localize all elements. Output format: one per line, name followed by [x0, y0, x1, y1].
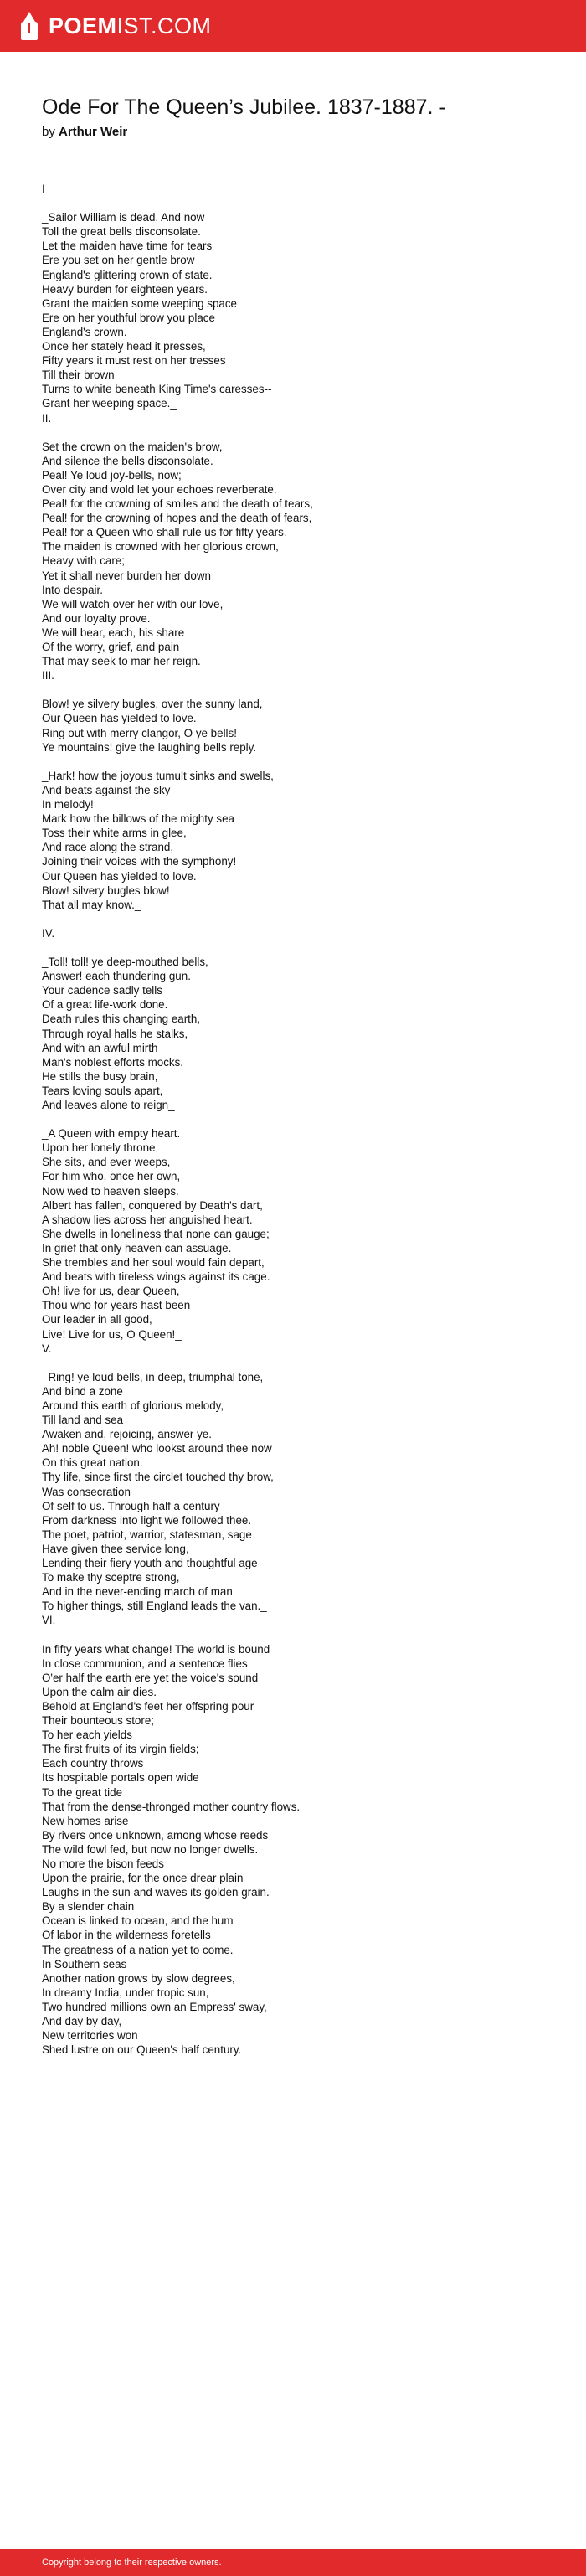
byline	[42, 124, 127, 141]
poem-line: For him who, once her own,	[42, 1170, 181, 1183]
poem-line: Once her stately head it presses,	[42, 340, 206, 353]
by-label: by	[42, 125, 59, 139]
poem-line: Heavy with care;	[42, 554, 125, 568]
poem-line: That from the dense-thronged mother country flows.	[42, 1800, 301, 1813]
poem-line: Till land and sea	[42, 1414, 124, 1427]
poem-line: Into despair.	[42, 583, 103, 596]
poem-line: Of a great life-work done.	[42, 998, 168, 1012]
poem-line: Over city and wold let your echoes reverberate.	[42, 482, 277, 496]
poem-line: Thou who for years hast been	[42, 1299, 191, 1312]
poem-line: On this great nation.	[42, 1456, 143, 1470]
poem-line: We will bear, each, his share	[42, 626, 185, 639]
poem-line: New territories won	[42, 2029, 138, 2043]
poem-line: _A Queen with empty heart.	[42, 1127, 181, 1141]
poem-line: And in the never-ending march of man	[42, 1585, 233, 1599]
poem-line	[42, 1112, 561, 1126]
poem-line: Of self to us. Through half a century	[42, 1499, 220, 1512]
poem-line: Man's noblest efforts mocks.	[42, 1055, 184, 1069]
poem-line: England's crown.	[42, 325, 127, 338]
poem-line: Upon her lonely throne	[42, 1141, 156, 1155]
poem-line: And leaves alone to reign_	[42, 1099, 175, 1111]
poem-line: And beats with tireless wings against its cage.	[42, 1270, 270, 1284]
site-footer	[0, 2549, 586, 2576]
copyright-notice: Copyright belong to their respective owners.	[42, 2558, 222, 2568]
logo-text	[49, 10, 212, 42]
poem-line	[42, 683, 561, 697]
poem-line: The maiden is crowned with her glorious crown,	[42, 540, 279, 554]
poem-line: Peal! for a Queen who shall rule us for fifty years.	[42, 526, 287, 539]
poem-line	[42, 196, 561, 210]
poem-line: From darkness into light we followed thee.	[42, 1513, 252, 1527]
poem-line: Ring out with merry clangor, O ye bells!	[42, 726, 237, 739]
poem-line: Live! Live for us, O Queen!_	[42, 1327, 182, 1341]
site-logo[interactable]	[18, 10, 212, 42]
poem-line: Peal! for the crowning of hopes and the death of fears,	[42, 512, 312, 525]
poem-line: By rivers once unknown, among whose reeds	[42, 1828, 269, 1842]
poem-line: And bind a zone	[42, 1384, 123, 1398]
poem-line: Awaken and, rejoicing, answer ye.	[42, 1428, 212, 1441]
poem-line: Our leader in all good,	[42, 1313, 152, 1327]
poem-line: Death rules this changing earth,	[42, 1012, 201, 1026]
poem-line: A shadow lies across her anguished heart.	[42, 1213, 253, 1226]
poem-line: II.	[42, 411, 52, 425]
poem-line: The first fruits of its virgin fields;	[42, 1743, 199, 1756]
poem-title: Ode For The Queen’s Jubilee. 1837-1887. -	[42, 95, 446, 119]
logo-text-bold: POEM	[49, 13, 117, 39]
poem-line: Now wed to heaven sleeps.	[42, 1184, 179, 1198]
poem-line: Blow! ye silvery bugles, over the sunny land,	[42, 698, 263, 711]
poem-line: Ocean is linked to ocean, and the hum	[42, 1914, 234, 1928]
poem-line: Two hundred millions own an Empress' sway,	[42, 2000, 267, 2013]
poem-line: Grant her weeping space._	[42, 397, 177, 410]
poem-line: In melody!	[42, 798, 94, 811]
poem-line: Tears loving souls apart,	[42, 1084, 163, 1097]
poem-line: III.	[42, 669, 54, 683]
poem-line: Through royal halls he stalks,	[42, 1027, 188, 1040]
poem-line: Mark how the billows of the mighty sea	[42, 812, 234, 826]
poem-line: And with an awful mirth	[42, 1041, 158, 1054]
poem-line: That may seek to mar her reign.	[42, 655, 201, 668]
poem-line: By a slender chain	[42, 1900, 135, 1914]
site-header	[0, 0, 586, 52]
poem-line: Grant the maiden some weeping space	[42, 296, 237, 310]
logo-text-light: IST.COM	[116, 13, 212, 39]
poem-line: She dwells in loneliness that none can gauge;	[42, 1227, 270, 1240]
poem-line: In close communion, and a sentence flies	[42, 1656, 248, 1670]
poem-line: The poet, patriot, warrior, statesman, sage	[42, 1528, 252, 1541]
poem-line: Till their brown	[42, 368, 115, 382]
poem-line: Joining their voices with the symphony!	[42, 855, 237, 868]
poem-line: Lending their fiery youth and thoughtful age	[42, 1557, 258, 1569]
poem-line: Peal! Ye loud joy-bells, now;	[42, 468, 182, 482]
poem-body	[42, 182, 561, 2057]
poem-line: Your cadence sadly tells	[42, 984, 162, 997]
poem-line	[42, 755, 561, 769]
poem-line: _Ring! ye loud bells, in deep, triumphal tone,	[42, 1370, 264, 1383]
poem-line: In dreamy India, under tropic sun,	[42, 1986, 209, 1999]
poem-line: IV.	[42, 926, 55, 940]
poem-line: Its hospitable portals open wide	[42, 1771, 199, 1785]
poem-line: In Southern seas	[42, 1957, 127, 1971]
poem-line	[42, 940, 561, 955]
poem-line: And race along the strand,	[42, 841, 174, 854]
pen-nib-icon	[18, 10, 40, 42]
poem-line: And beats against the sky	[42, 783, 171, 796]
poem-line: We will watch over her with our love,	[42, 597, 224, 611]
poem-line: I	[42, 183, 45, 195]
poem-line: To her each yields	[42, 1728, 132, 1742]
poem-line	[42, 1627, 561, 1641]
poem-line	[42, 425, 561, 440]
poem-line: Our Queen has yielded to love.	[42, 712, 197, 725]
poem-line: O'er half the earth ere yet the voice's sound	[42, 1671, 259, 1684]
poem-line: V.	[42, 1342, 52, 1355]
poem-line: Behold at England's feet her offspring pour	[42, 1699, 254, 1713]
poem-line: VI.	[42, 1614, 56, 1627]
poem-line: Our Queen has yielded to love.	[42, 869, 197, 883]
poem-line: Albert has fallen, conquered by Death's dart,	[42, 1198, 263, 1212]
author-name: Arthur Weir	[59, 125, 128, 139]
poem-line: That all may know._	[42, 898, 141, 911]
poem-line: Was consecration	[42, 1485, 131, 1498]
poem-line	[42, 912, 561, 926]
poem-line: Peal! for the crowning of smiles and the death of tears,	[42, 497, 313, 511]
poem-line: Oh! live for us, dear Queen,	[42, 1285, 180, 1298]
poem-line: Their bounteous store;	[42, 1714, 154, 1728]
poem-line: Toll the great bells disconsolate.	[42, 225, 201, 239]
poem-line: Answer! each thundering gun.	[42, 970, 191, 983]
poem-line: The greatness of a nation yet to come.	[42, 1943, 234, 1956]
poem-line: In grief that only heaven can assuage.	[42, 1241, 232, 1255]
poem-line: New homes arise	[42, 1814, 129, 1827]
poem-line: _Hark! how the joyous tumult sinks and swells,	[42, 769, 274, 782]
poem-line: _Sailor William is dead. And now	[42, 211, 205, 224]
poem-line: Ah! noble Queen! who lookst around thee now	[42, 1442, 272, 1455]
poem-line: Blow! silvery bugles blow!	[42, 884, 170, 897]
poem-line: Ye mountains! give the laughing bells reply.	[42, 740, 257, 754]
poem-line: Heavy burden for eighteen years.	[42, 282, 208, 296]
poem-line: Of labor in the wilderness foretells	[42, 1929, 211, 1942]
poem-line: Ere on her youthful brow you place	[42, 311, 215, 324]
poem-line: Let the maiden have time for tears	[42, 240, 213, 253]
poem-line: She trembles and her soul would fain depart,	[42, 1256, 265, 1270]
poem-line: He stills the busy brain,	[42, 1069, 158, 1083]
poem-line: She sits, and ever weeps,	[42, 1156, 171, 1169]
poem-line: And silence the bells disconsolate.	[42, 454, 213, 467]
poem-line: England's glittering crown of state.	[42, 268, 213, 281]
poem-line: Thy life, since first the circlet touched thy brow,	[42, 1471, 274, 1484]
poem-line: Laughs in the sun and waves its golden grain.	[42, 1886, 270, 1899]
poem-line: Shed lustre on our Queen's half century.	[42, 2043, 242, 2057]
poem-line	[42, 1356, 561, 1370]
poem-line: Fifty years it must rest on her tresses	[42, 354, 226, 368]
poem-line: Another nation grows by slow degrees,	[42, 1971, 235, 1985]
poem-line: Toss their white arms in glee,	[42, 827, 187, 840]
poem-line: Upon the calm air dies.	[42, 1685, 157, 1698]
poem-line: Each country throws	[42, 1757, 144, 1770]
poem-line: Around this earth of glorious melody,	[42, 1399, 224, 1412]
poem-line: Yet it shall never burden her down	[42, 569, 211, 582]
poem-line: No more the bison feeds	[42, 1857, 164, 1870]
poem-line: Turns to white beneath King Time's caresses--	[42, 383, 272, 396]
poem-line: _Toll! toll! ye deep-mouthed bells,	[42, 956, 208, 969]
poem-line: To higher things, still England leads the van._	[42, 1600, 267, 1613]
poem-line: Of the worry, grief, and pain	[42, 641, 180, 653]
poem-line: In fifty years what change! The world is bound	[42, 1642, 270, 1656]
poem-line: And our loyalty prove.	[42, 611, 151, 625]
poem-line: Set the crown on the maiden's brow,	[42, 440, 223, 453]
poem-line: Upon the prairie, for the once drear plain	[42, 1872, 244, 1885]
poem-line: To the great tide	[42, 1785, 123, 1799]
poem-line: To make thy sceptre strong,	[42, 1571, 180, 1584]
poem-line: Have given thee service long,	[42, 1542, 189, 1555]
poem-line: And day by day,	[42, 2015, 122, 2027]
poem-line: Ere you set on her gentle brow	[42, 254, 195, 267]
poem-line: The wild fowl fed, but now no longer dwells.	[42, 1842, 259, 1856]
